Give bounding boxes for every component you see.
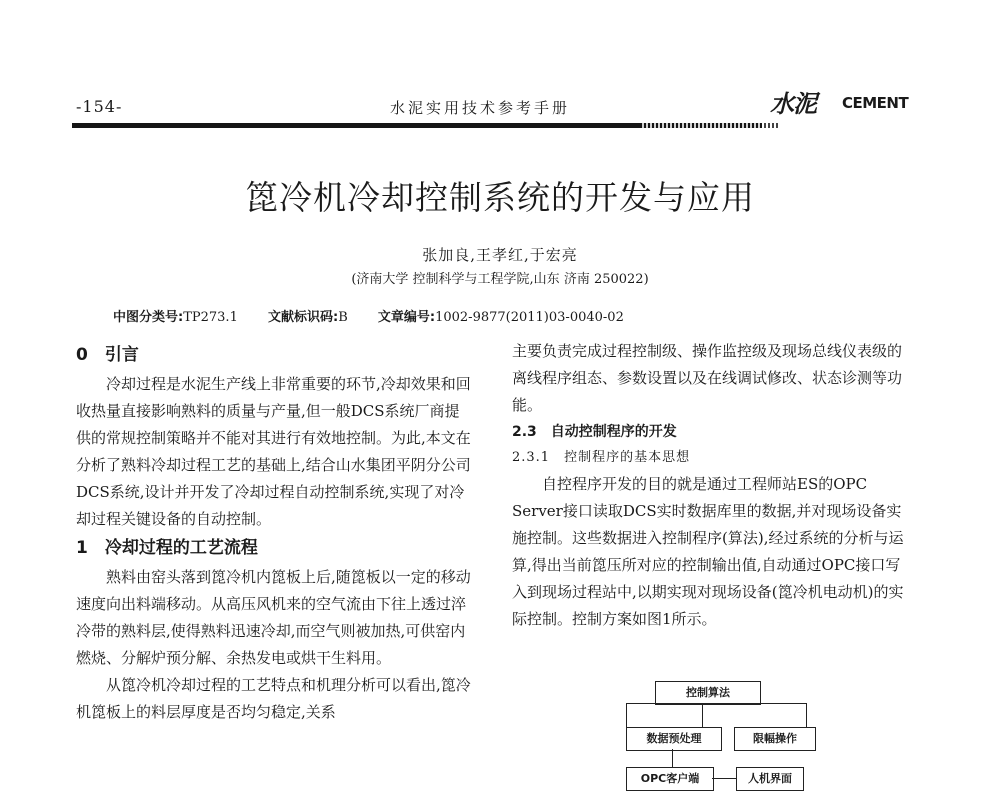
section-2-3-heading: 2.3 自动控制程序的开发 <box>512 424 677 440</box>
clc-label: 中图分类号: <box>113 310 184 325</box>
journal-logo-en: CEMENT <box>842 94 909 112</box>
article-meta <box>113 306 624 325</box>
continued-paragraph: 主要负责完成过程控制级、操作监控级及现场总线仪表级的离线程序组态、参数设置以及在线调试修改、状态诊测等功能。 <box>512 342 903 414</box>
section-2-3-1-paragraph: 自控程序开发的目的就是通过工程师站ES的OPC Server接口读取DCS实时数据库里的数据,并对现场设备实施控制。这些数据进入控制程序(算法),经过系统的分析与运算,得出当前箆压所对应的控制输出值,自动通过OPC接口写入到现场过程站中,以期实现对现场设备(箆冷机电动机)的实际控制。控制方案如图1所示。 <box>512 475 904 628</box>
authors: 张加良,王孝红,于宏亮 <box>422 246 578 264</box>
clc-value: TP273.1 <box>183 310 238 325</box>
header-rule-fade <box>640 123 780 128</box>
section-0-heading: 0 引言 <box>76 345 139 365</box>
box-opc-client: OPC客户端 <box>626 767 714 791</box>
section-1-paragraph-1: 熟料由窑头落到箆冷机内箆板上后,随箆板以一定的移动速度向出料端移动。从高压风机来的空气流由下往上透过淬冷带的熟料层,使得熟料迅速冷却,而空气则被加热,可供窑内燃烧、分解炉预分解、余热发电或烘干生料用。 <box>76 568 471 667</box>
article-no-label: 文章编号: <box>377 310 436 325</box>
page-number: -154- <box>76 97 123 116</box>
article-title: 箆冷机冷却控制系统的开发与应用 <box>245 178 755 217</box>
box-limit-operation: 限幅操作 <box>734 727 816 751</box>
box-control-algorithm: 控制算法 <box>655 681 761 705</box>
connector-opc-hmi <box>712 778 736 779</box>
left-column <box>76 340 472 726</box>
doc-code-label: 文献标识码: <box>267 310 339 325</box>
doc-code-value: B <box>338 310 348 325</box>
connector-top <box>626 703 807 704</box>
section-1-paragraph-2: 从箆冷机冷却过程的工艺特点和机理分析可以看出,箆冷机箆板上的料层厚度是否均匀稳定,关系 <box>76 676 471 721</box>
section-1-heading: 1 冷却过程的工艺流程 <box>76 538 258 558</box>
journal-logo: 水泥 <box>770 89 816 118</box>
section-0-paragraph: 冷却过程是水泥生产线上非常重要的环节,冷却效果和回收热量直接影响熟料的质量与产量,但一般DCS系统厂商提供的常规控制策略并不能对其进行有效地控制。为此,本文在分析了熟料冷却过程工艺的基础上,结合山水集团平阴分公司DCS系统,设计并开发了冷却过程自动控制系统,实现了对冷却过程关键设备的自动控制。 <box>76 375 471 528</box>
box-hmi: 人机界面 <box>736 767 804 791</box>
affiliation: (济南大学 控制科学与工程学院,山东 济南 250022) <box>351 272 649 287</box>
right-column <box>512 338 908 633</box>
running-title: 水泥实用技术参考手册 <box>390 99 571 117</box>
box-data-preprocess: 数据预处理 <box>626 727 722 751</box>
connector-down <box>672 749 673 769</box>
article-no-value: 1002-9877(2011)03-0040-02 <box>435 310 624 325</box>
section-2-3-1-heading: 2.3.1 控制程序的基本思想 <box>512 450 691 465</box>
